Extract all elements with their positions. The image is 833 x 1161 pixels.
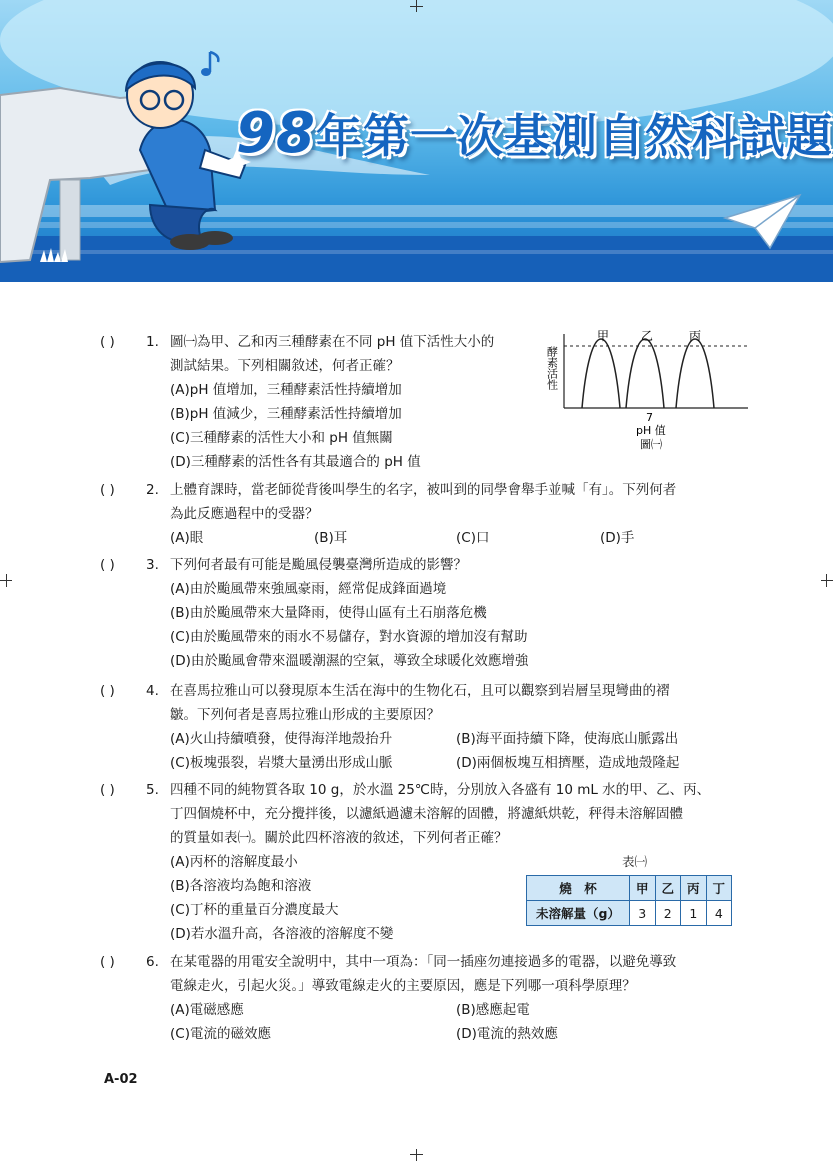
series-label: 丙 (689, 329, 702, 343)
crop-mark (410, 1154, 423, 1155)
table-col-header: 丁 (706, 876, 732, 901)
table-cell: 2 (655, 901, 681, 926)
crop-mark (6, 574, 7, 587)
crop-mark (416, 1149, 417, 1161)
option-d[interactable]: (D)由於颱風會帶來溫暖潮濕的空氣，導致全球暖化效應增強 (170, 653, 529, 669)
table-cell: 4 (706, 901, 732, 926)
options-row (170, 751, 680, 775)
option-c[interactable]: (C)三種酵素的活性大小和 pH 值無關 (170, 430, 393, 446)
option-b[interactable]: (B)由於颱風帶來大量降雨，使得山區有土石崩落危機 (170, 605, 487, 621)
option-b[interactable]: (B)pH 值減少，三種酵素活性持續增加 (170, 406, 402, 422)
question-number: 5. (146, 782, 159, 798)
question-stem: 上體育課時，當老師從背後叫學生的名字，被叫到的同學會舉手並喊「有」。下列何者 (170, 482, 677, 498)
table-col-header: 乙 (655, 876, 681, 901)
question-body (170, 330, 494, 474)
option-b[interactable]: (B)海平面持續下降，使海底山脈露出 (456, 731, 679, 747)
table-col-header: 丙 (681, 876, 707, 901)
x-tick-label: 7 (646, 411, 653, 424)
option-d[interactable]: (D)三種酵素的活性各有其最適合的 pH 值 (170, 454, 421, 470)
question-stem: 電線走火，引起火災。」導致電線走火的主要原因，應是下列哪一項科學原理？ (170, 978, 636, 994)
options-row (170, 727, 679, 751)
x-axis-label: pH 值 (636, 424, 666, 437)
option-a[interactable]: (A)眼 (170, 530, 204, 546)
question-number: 2. (146, 482, 159, 498)
option-c[interactable]: (C)板塊張裂，岩漿大量湧出形成山脈 (170, 755, 393, 771)
title-number: 98 (236, 101, 316, 166)
table-caption: 表㈠ (622, 854, 648, 869)
page-title (236, 100, 833, 166)
table-1-undissolved-mass (526, 875, 732, 926)
title-text: 年第一次基測自然科試題 (315, 109, 833, 163)
question-stem: 測試結果。下列相關敘述，何者正確？ (170, 358, 400, 374)
options-row (170, 526, 676, 550)
option-c[interactable]: (C)電流的磁效應 (170, 1026, 271, 1042)
series-bing-curve (676, 339, 714, 408)
series-label: 乙 (641, 329, 654, 343)
option-d[interactable]: (D)電流的熱效應 (456, 1026, 558, 1042)
series-label: 甲 (597, 329, 610, 343)
option-b[interactable]: (B)感應起電 (456, 1002, 530, 1018)
question-number: 4. (146, 683, 159, 699)
crop-mark (410, 6, 423, 7)
question-body (170, 553, 528, 673)
option-a[interactable]: (A)電磁感應 (170, 1002, 244, 1018)
option-d[interactable]: (D)兩個板塊互相擠壓，造成地殼隆起 (456, 755, 680, 771)
question-stem: 圖㈠為甲、乙和丙三種酵素在不同 pH 值下活性大小的 (170, 334, 495, 350)
question-stem: 皺。下列何者是喜馬拉雅山形成的主要原因？ (170, 707, 440, 723)
table-cell: 1 (681, 901, 707, 926)
question-stem: 的質量如表㈠。關於此四杯溶液的敘述，下列何者正確？ (170, 830, 508, 846)
answer-blank[interactable]: ( ) (100, 683, 115, 699)
option-c[interactable]: (C)丁杯的重量百分濃度最大 (170, 902, 339, 918)
question-number: 6. (146, 954, 159, 970)
option-c[interactable]: (C)口 (456, 530, 490, 546)
table-row-label: 未溶解量（g） (527, 901, 630, 926)
options-row (170, 998, 676, 1022)
series-yi-curve (626, 339, 664, 408)
question-stem: 在某電器的用電安全說明中，其中一項為：「同一插座勿連接過多的電器，以避免導致 (170, 954, 677, 970)
y-axis-label-group (546, 345, 559, 390)
question-body (170, 478, 676, 550)
crop-mark (826, 574, 827, 587)
option-b[interactable]: (B)各溶液均為飽和溶液 (170, 878, 312, 894)
options-row (170, 1022, 676, 1046)
answer-blank[interactable]: ( ) (100, 557, 115, 573)
option-a[interactable]: (A)由於颱風帶來強風豪雨，經常促成鋒面過境 (170, 581, 447, 597)
answer-blank[interactable]: ( ) (100, 334, 115, 350)
crop-mark (821, 580, 833, 581)
option-c[interactable]: (C)由於颱風帶來的雨水不易儲存，對水資源的增加沒有幫助 (170, 629, 528, 645)
figure-caption: 圖㈠ (640, 438, 662, 451)
table-cell: 3 (630, 901, 656, 926)
option-b[interactable]: (B)耳 (314, 530, 348, 546)
question-number: 1. (146, 334, 159, 350)
option-a[interactable]: (A)pH 值增加，三種酵素活性持續增加 (170, 382, 402, 398)
table-row (527, 901, 732, 926)
option-a[interactable]: (A)火山持續噴發，使得海洋地殼抬升 (170, 731, 393, 747)
series-jia-curve (582, 339, 620, 408)
question-number: 3. (146, 557, 159, 573)
question-stem: 下列何者最有可能是颱風侵襲臺灣所造成的影響？ (170, 557, 467, 573)
question-stem: 在喜馬拉雅山可以發現原本生活在海中的生物化石，且可以觀察到岩層呈現彎曲的褶 (170, 683, 670, 699)
header-banner (0, 0, 833, 282)
page-number: A-02 (104, 1072, 138, 1087)
figure-1-enzyme-chart (540, 326, 760, 460)
question-body (170, 679, 680, 775)
table-header-label: 燒 杯 (527, 876, 630, 901)
answer-blank[interactable]: ( ) (100, 782, 115, 798)
answer-blank[interactable]: ( ) (100, 482, 115, 498)
option-d[interactable]: (D)若水溫升高，各溶液的溶解度不變 (170, 926, 394, 942)
question-stem: 四種不同的純物質各取 10 g，於水溫 25℃時，分別放入各盛有 10 mL 水的甲、乙、丙、 (170, 782, 711, 798)
question-stem: 為此反應過程中的受器？ (170, 506, 319, 522)
question-body (170, 950, 676, 1046)
option-d[interactable]: (D)手 (600, 530, 635, 546)
table-header-row (527, 876, 732, 901)
table-col-header: 甲 (630, 876, 656, 901)
option-a[interactable]: (A)丙杯的溶解度最小 (170, 854, 298, 870)
question-stem: 丁四個燒杯中，充分攪拌後，以濾紙過濾未溶解的固體，將濾紙烘乾，秤得未溶解固體 (170, 806, 683, 822)
answer-blank[interactable]: ( ) (100, 954, 115, 970)
y-axis-label-vertical: 酵素活性 (545, 346, 559, 390)
